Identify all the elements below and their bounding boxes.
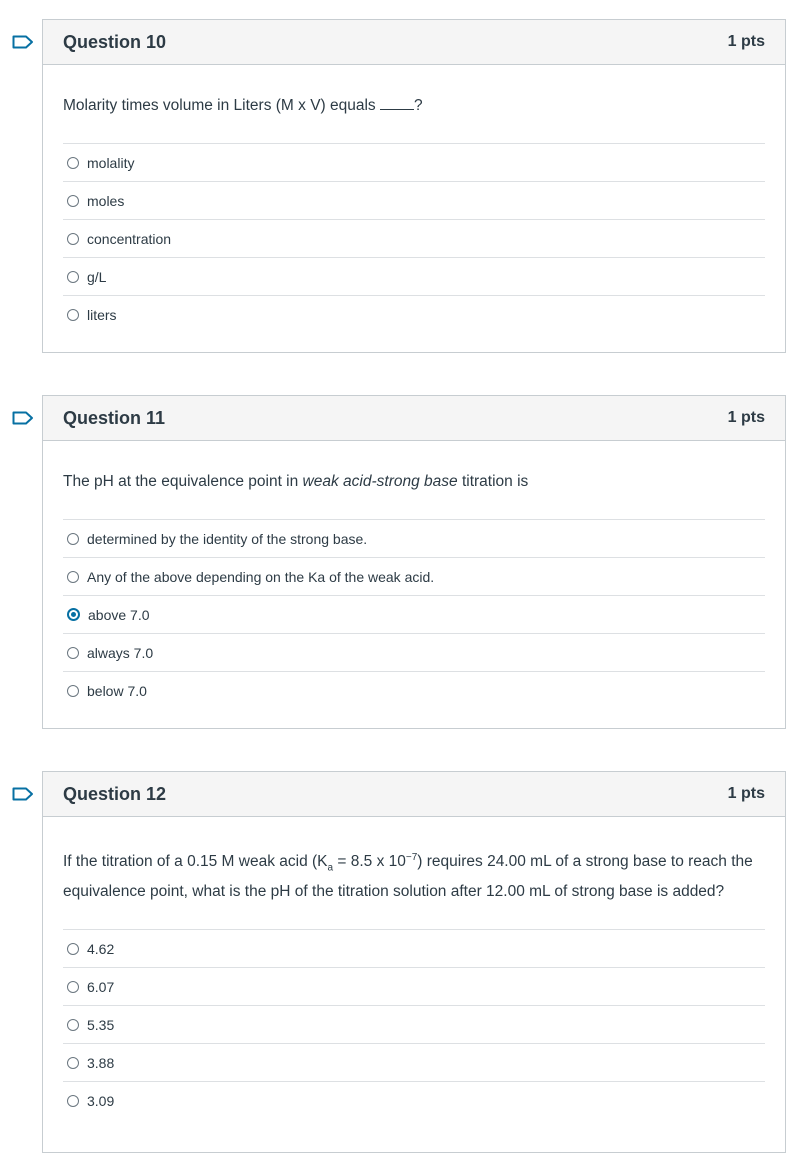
radio-button[interactable] (67, 309, 79, 321)
answer-label: concentration (87, 230, 172, 247)
answer-label: always 7.0 (87, 644, 154, 661)
answer-option[interactable] (63, 258, 765, 296)
answer-option[interactable] (63, 1082, 765, 1119)
question-card (42, 395, 786, 729)
answer-list (63, 929, 765, 1119)
answer-label: below 7.0 (87, 682, 147, 699)
answer-list (63, 519, 765, 709)
radio-button[interactable] (67, 157, 79, 169)
answer-option[interactable] (63, 930, 765, 968)
answer-label: g/L (87, 268, 107, 285)
answer-blank (380, 95, 414, 110)
radio-button[interactable] (67, 1095, 79, 1107)
superscript: −7 (405, 852, 418, 863)
answer-option[interactable] (63, 520, 765, 558)
question-title: Question 12 (63, 783, 167, 804)
question-points: 1 pts (727, 785, 765, 802)
radio-button[interactable] (67, 233, 79, 245)
answer-label: moles (87, 192, 125, 209)
radio-button[interactable] (67, 533, 79, 545)
question-card (42, 19, 786, 353)
question-text-part: The pH at the equivalence point in (63, 473, 303, 490)
flag-question-icon[interactable] (12, 787, 34, 801)
question-header (43, 20, 785, 65)
question-title: Question 10 (63, 31, 167, 52)
answer-label: 4.62 (87, 940, 115, 957)
answer-label: 5.35 (87, 1016, 115, 1033)
answer-label: 3.09 (87, 1092, 115, 1109)
radio-button[interactable] (67, 685, 79, 697)
radio-button[interactable] (67, 1057, 79, 1069)
answer-option[interactable] (63, 672, 765, 709)
answer-option[interactable] (63, 968, 765, 1006)
radio-button-selected[interactable] (67, 608, 80, 621)
radio-button[interactable] (67, 571, 79, 583)
answer-option[interactable] (63, 1006, 765, 1044)
answer-option[interactable] (63, 558, 765, 596)
question-points: 1 pts (727, 33, 765, 50)
answer-label: Any of the above depending on the Ka of the weak acid. (87, 568, 435, 585)
question-header (43, 396, 785, 441)
radio-button[interactable] (67, 271, 79, 283)
question-title: Question 11 (63, 407, 166, 428)
question-card (42, 771, 786, 1153)
answer-label: 6.07 (87, 978, 115, 995)
radio-button[interactable] (67, 195, 79, 207)
flag-question-icon[interactable] (12, 35, 34, 49)
answer-option[interactable] (63, 296, 765, 333)
answer-label: liters (87, 306, 117, 323)
flag-question-icon[interactable] (12, 411, 34, 425)
radio-button[interactable] (67, 1019, 79, 1031)
question-text-part: ) requires 24.00 mL of a strong base to reach the equivalence point, what is the pH of the titration solution after 12.00 mL of strong base is added? (63, 853, 753, 901)
answer-list (63, 143, 765, 333)
question-text (63, 817, 765, 929)
question-text (63, 441, 765, 519)
question-text-part: ? (413, 97, 423, 114)
question-header (43, 772, 785, 817)
question-text-part: titration is (457, 473, 529, 490)
radio-button[interactable] (67, 943, 79, 955)
radio-button[interactable] (67, 981, 79, 993)
answer-option[interactable] (63, 1044, 765, 1082)
question-text-emphasis: weak acid-strong base (302, 473, 458, 490)
question-text-part: If the titration of a 0.15 M weak acid (K (63, 853, 328, 871)
radio-button[interactable] (67, 647, 79, 659)
answer-option[interactable] (63, 634, 765, 672)
question-points: 1 pts (727, 409, 765, 426)
answer-label: determined by the identity of the strong base. (87, 530, 368, 547)
answer-label: above 7.0 (88, 606, 150, 623)
question-text (63, 65, 765, 143)
subscript: a (327, 862, 334, 874)
answer-label: 3.88 (87, 1054, 115, 1071)
answer-option[interactable] (63, 220, 765, 258)
answer-label: molality (87, 154, 135, 171)
answer-option[interactable] (63, 144, 765, 182)
question-text-part: = 8.5 x 10 (333, 853, 406, 871)
answer-option[interactable] (63, 182, 765, 220)
answer-option[interactable] (63, 596, 765, 634)
question-text-part: Molarity times volume in Liters (M x V) equals (63, 97, 380, 114)
